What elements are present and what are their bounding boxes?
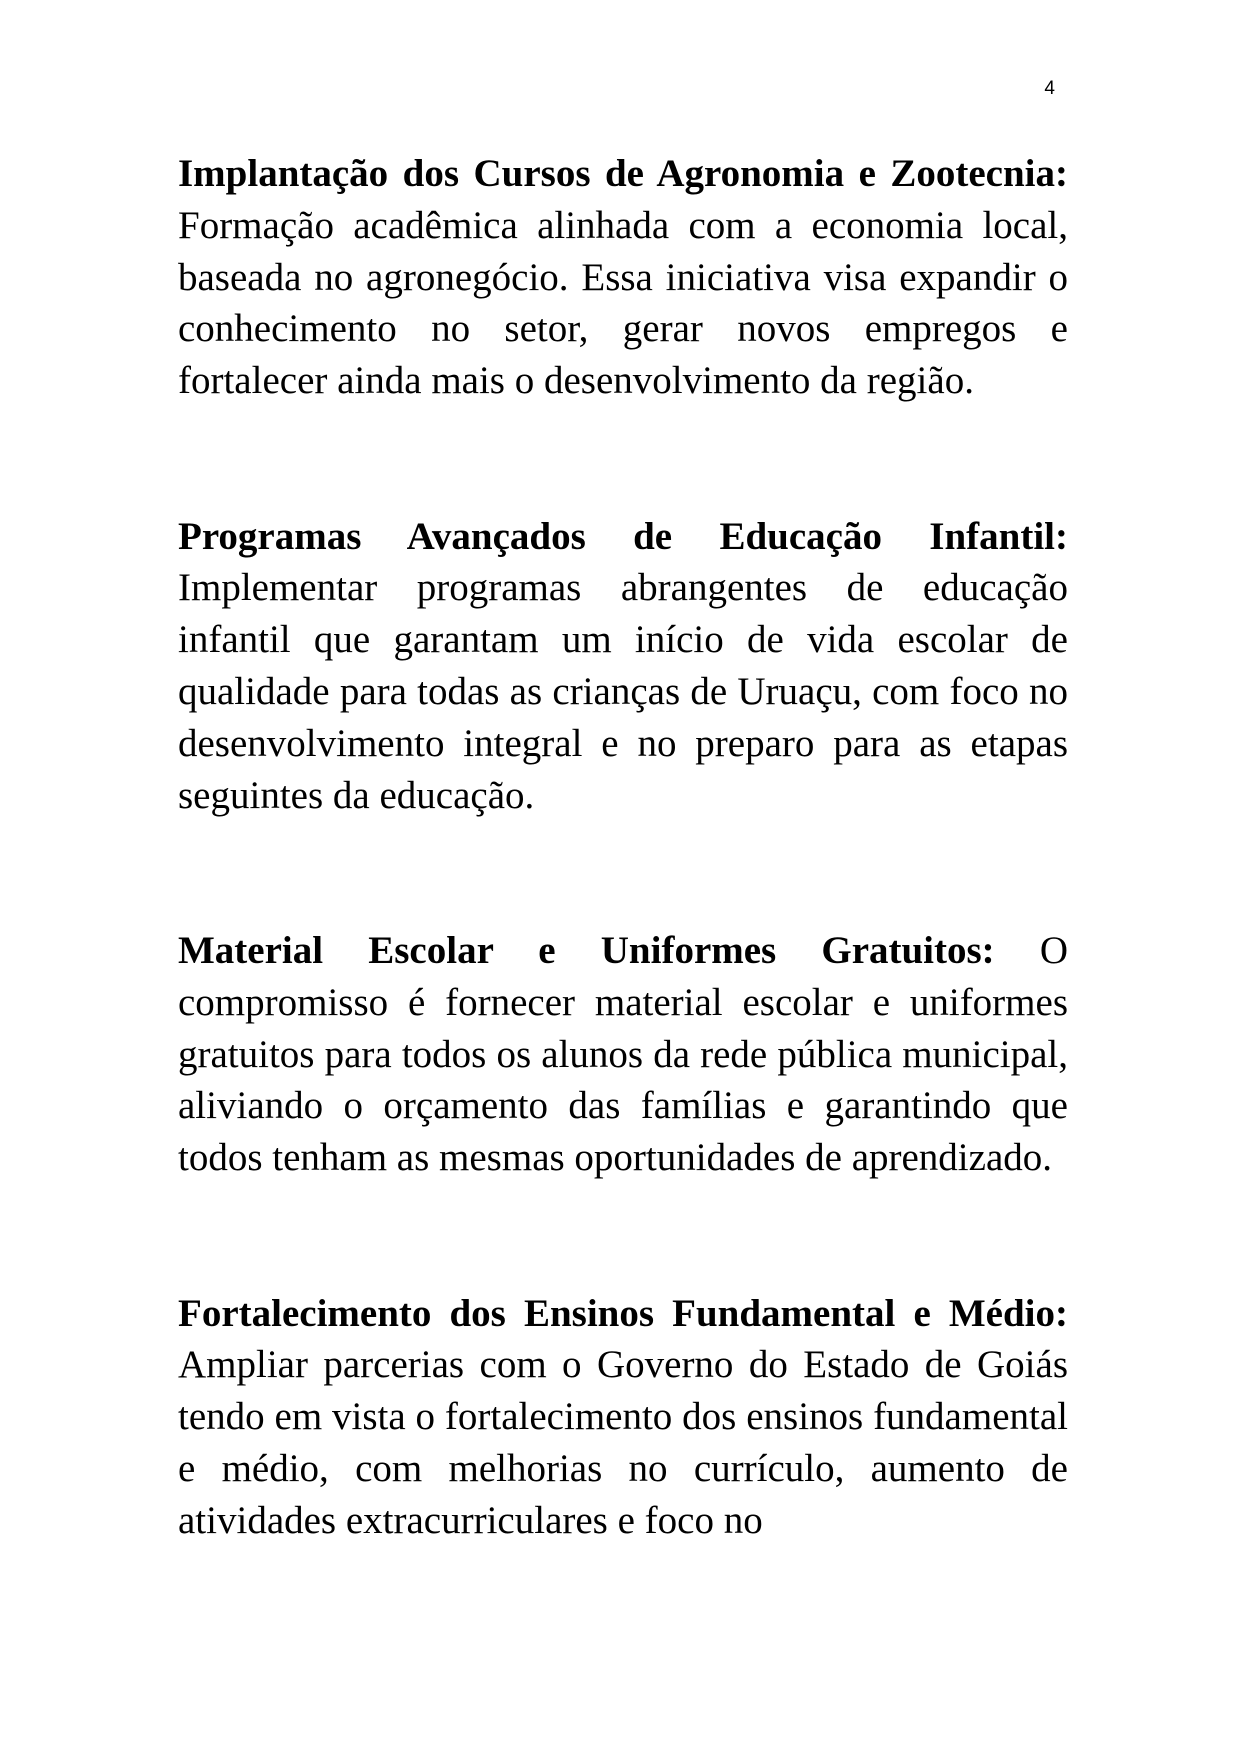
section-agronomia-zootecnia xyxy=(178,148,1068,407)
page-number: 4 xyxy=(1044,78,1055,99)
section-educacao-infantil xyxy=(178,511,1068,822)
section-body: Formação acadêmica alinhada com a economia local, baseada no agronegócio. Essa iniciativa visa expandir o conhecimento no setor, gerar novos empregos e fortalecer ainda mais o desenvolvimento da região. xyxy=(178,203,1068,403)
section-body: Implementar programas abrangentes de educação infantil que garantam um início de vida escolar de qualidade para todas as crianças de Uruaçu, com foco no desenvolvimento integral e no preparo para as etapas seguintes da educação. xyxy=(178,566,1068,817)
page-content xyxy=(178,148,1068,1650)
section-heading: Material Escolar e Uniformes Gratuitos: xyxy=(178,928,995,972)
section-body: O compromisso é fornecer material escolar e uniformes gratuitos para todos os alunos da rede pública municipal, aliviando o orçamento das famílias e garantindo que todos tenham as mesmas oportunidades de aprendizado. xyxy=(178,928,1068,1180)
section-heading: Fortalecimento dos Ensinos Fundamental e Médio: xyxy=(178,1291,1068,1335)
section-body: Ampliar parcerias com o Governo do Estado de Goiás tendo em vista o fortalecimento dos ensinos fundamental e médio, com melhorias no currículo, aumento de atividades extracurriculares e foco no xyxy=(178,1343,1068,1542)
section-material-escolar xyxy=(178,925,1068,1184)
section-ensinos-fundamental-medio xyxy=(178,1288,1068,1547)
section-heading: Programas Avançados de Educação Infantil: xyxy=(178,514,1068,558)
section-heading: Implantação dos Cursos de Agronomia e Zootecnia: xyxy=(178,152,1068,195)
